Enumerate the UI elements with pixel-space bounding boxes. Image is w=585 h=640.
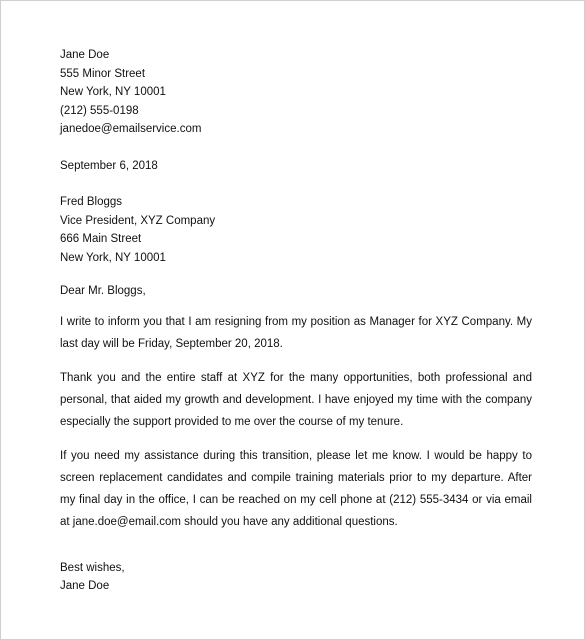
recipient-block: [60, 193, 532, 267]
closing-block: [60, 559, 532, 596]
sender-street: 555 Minor Street: [60, 67, 146, 80]
signature-name: Jane Doe: [60, 580, 110, 592]
salutation-block: [60, 282, 532, 301]
resignation-letter: [60, 46, 532, 596]
recipient-name: Fred Bloggs: [60, 196, 123, 208]
recipient-title: Vice President, XYZ Company: [60, 214, 216, 227]
recipient-street: 666 Main Street: [60, 233, 142, 245]
sender-city: New York, NY 10001: [60, 86, 166, 98]
sender-name: Jane Doe: [60, 49, 110, 61]
body-paragraph-1: I write to inform you that I am resigning from my position as Manager for XYZ Company. My last day will be Friday, September 20, 2018.: [60, 315, 532, 350]
sender-phone: (212) 555-0198: [60, 104, 139, 117]
body-paragraph-2: Thank you and the entire staff at XYZ for the many opportunities, both professional and personal, that aided my growth and development. I have enjoyed my time with the company especially the support provided to me over the course of my tenure.: [60, 371, 532, 428]
recipient-city: New York, NY 10001: [60, 251, 166, 264]
letter-date: September 6, 2018: [60, 159, 158, 172]
sender-email: janedoe@emailservice.com: [60, 123, 202, 135]
date-block: [60, 157, 532, 176]
body-paragraph-3: If you need my assistance during this transition, please let me know. I would be happy to screen replacement candidates and compile training materials prior to my departure. After my final day in the office, I can be reached on my cell phone at (212) 555-3434 or via email at jane.doe@email.com should you have any additional questions.: [60, 449, 532, 528]
salutation: Dear Mr. Bloggs,: [60, 285, 146, 297]
valediction: Best wishes,: [60, 561, 125, 574]
sender-block: [60, 46, 532, 139]
